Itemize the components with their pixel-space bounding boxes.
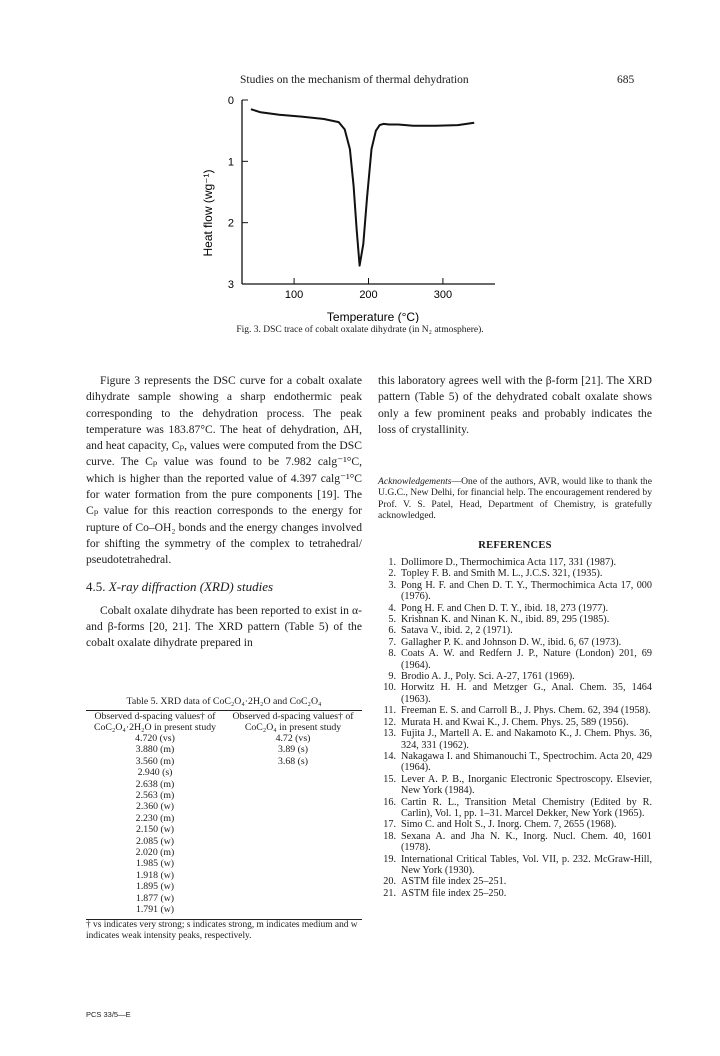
table-cell-anhydrous (224, 847, 362, 858)
table-row (86, 779, 362, 790)
reference-text: Fujita J., Martell A. E. and Nakamoto K., J. Chem. Phys. 36, 324, 331 (1962). (401, 728, 652, 751)
reference-text: Pong H. F. and Chen D. T. Y., ibid. 18, 273 (1977). (401, 602, 609, 614)
reference-text: Topley F. B. and Smith M. L., J.C.S. 321, (1935). (401, 568, 603, 580)
chart-series (251, 109, 474, 265)
x-tick-label: 200 (359, 289, 378, 301)
reference-item (378, 648, 652, 671)
dsc-chart (190, 88, 520, 323)
table-cell-dihydrate: 3.560 (m) (135, 755, 175, 767)
reference-number: 8. (388, 648, 396, 660)
reference-item (378, 625, 652, 636)
reference-item (378, 614, 652, 625)
table-cell-dihydrate: 1.985 (w) (135, 858, 175, 870)
table-cell-dihydrate: 2.085 (w) (135, 835, 175, 847)
reference-text: Lever A. P. B., Inorganic Electronic Spectroscopy. Elsevier, New York (1984). (401, 773, 652, 797)
reference-number: 17. (383, 819, 396, 831)
x-axis-label: Temperature (°C) (326, 310, 420, 323)
section-heading (86, 579, 362, 595)
table-row (86, 767, 362, 778)
reference-text: Simo C. and Holt S., J. Inorg. Chem. 7, 2655 (1968). (401, 819, 617, 831)
reference-number: 6. (388, 625, 396, 637)
reference-text: ASTM file index 25–251. (401, 876, 507, 888)
table-cell-dihydrate: 2.638 (m) (135, 778, 175, 790)
table-5 (86, 696, 362, 942)
y-tick-label: 1 (227, 156, 234, 169)
reference-text: Brodio A. J., Poly. Sci. A-27, 1761 (1969). (401, 671, 575, 683)
reference-item (378, 797, 652, 820)
section-title: X-ray diffraction (XRD) studies (108, 578, 274, 594)
reference-item (378, 557, 652, 568)
references-list (378, 557, 652, 899)
reference-text: Krishnan K. and Ninan K. N., ibid. 89, 295 (1985). (401, 614, 610, 626)
reference-item (378, 568, 652, 579)
reference-number: 10. (383, 682, 396, 694)
table-row (86, 790, 362, 801)
table-row (86, 904, 362, 915)
reference-text: Sexana A. and Jha N. K., Inorg. Nucl. Chem. 40, 1601 (1978). (401, 830, 652, 854)
table-title: Table 5. XRD data of CoC₂O₄·2H₂O and CoC₂O₄ (126, 696, 322, 707)
reference-text: ASTM file index 25–250. (401, 887, 507, 899)
reference-text: Gallagher P. K. and Johnson D. W., ibid. 6, 67 (1973). (401, 636, 622, 648)
reference-number: 4. (388, 602, 396, 614)
table-cell-anhydrous (224, 904, 362, 915)
table-cell-anhydrous (224, 767, 362, 778)
page-number: 685 (617, 74, 635, 86)
table-cell-anhydrous: 3.68 (s) (278, 755, 308, 767)
reference-item (378, 831, 652, 854)
reference-number: 11. (383, 705, 396, 717)
table-row (86, 824, 362, 835)
xrd-table (86, 711, 362, 916)
ack-text: —One of the authors, AVR, would like to thank the U.G.C., New Delhi, for financial help. The encouragement rendered by Prof. V. S. Patel, Head, Department of Chemistry, is gratefully acknowledged. (378, 476, 652, 521)
table-cell-dihydrate: 2.563 (m) (135, 790, 175, 802)
x-tick-label: 300 (433, 289, 453, 301)
reference-number: 2. (388, 568, 396, 580)
reference-number: 16. (383, 796, 396, 808)
running-title: Studies on the mechanism of thermal dehydration (240, 74, 469, 86)
y-axis-label: Heat flow (wg⁻¹) (201, 169, 215, 257)
table-cell-anhydrous (224, 801, 362, 812)
table-row (86, 893, 362, 904)
y-tick-label: 0 (227, 95, 234, 107)
reference-item (378, 888, 652, 899)
table-cell-dihydrate: 3.880 (m) (135, 744, 175, 756)
reference-item (378, 728, 652, 751)
dsc-curve (251, 109, 474, 265)
table-cell-anhydrous (224, 858, 362, 869)
table-cell-anhydrous: 4.72 (vs) (275, 733, 311, 744)
reference-item (378, 671, 652, 682)
reference-text: Horwitz H. H. and Metzger G., Anal. Chem. 35, 1464 (1963). (401, 682, 652, 705)
paragraph-xrd: Cobalt oxalate dihydrate has been reported to exist in α- and β-forms [20, 21]. The XRD pattern (Table 5) of the cobalt oxalate dihydrate prepared in (86, 603, 362, 650)
reference-item (378, 603, 652, 614)
table-row (86, 870, 362, 881)
paragraph-dsc: Figure 3 represents the DSC curve for a cobalt oxalate dihydrate sample showing a sharp endothermic peak corresponding to the dehydration process. The peak temperature was 183.87°C. The heat of dehydration, ΔH, and heat capacity, Cₚ, values were computed from the DSC curve. The Cₚ value was found to be 7.982 calg⁻¹°C, which is higher than the reported value of 4.397 calg⁻¹°C for water formation from the pure components [19]. The Cₚ value for this reaction corresponds to the energy for rupture of Co–OH₂ bonds and the energy changes involved for shifting the symmetry of the complex to tetrahedral/ pseudotetrahedral. (86, 374, 362, 567)
right-column (378, 373, 652, 899)
reference-number: 15. (383, 773, 396, 785)
reference-item (378, 854, 652, 877)
reference-item (378, 705, 652, 716)
reference-item (378, 682, 652, 705)
reference-item (378, 774, 652, 797)
reference-number: 21. (383, 887, 396, 899)
y-tick-label: 2 (227, 217, 234, 230)
table-cell-dihydrate: 2.940 (s) (137, 767, 173, 779)
reference-number: 7. (388, 636, 396, 648)
table-cell-dihydrate: 2.020 (m) (135, 847, 175, 859)
references-title: REFERENCES (478, 540, 552, 551)
reference-item (378, 819, 652, 830)
table-header-dihydrate: Observed d-spacing values† of CoC₂O₄·2H₂O in present study (93, 711, 217, 733)
reference-number: 18. (383, 830, 396, 842)
reference-text: Coats A. W. and Redfern J. P., Nature (London) 201, 69 (1964). (401, 648, 652, 671)
table-row (86, 847, 362, 858)
reference-text: Dollimore D., Thermochimica Acta 117, 331 (1987). (401, 557, 617, 568)
reference-text: International Critical Tables, Vol. VII, p. 232. McGraw-Hill, New York (1930). (401, 853, 652, 876)
reference-text: Satava V., ibid. 2, 2 (1971). (401, 625, 513, 637)
table-cell-dihydrate: 2.150 (w) (135, 824, 175, 836)
table-row (86, 756, 362, 767)
x-tick-label: 100 (284, 289, 304, 301)
table-cell-anhydrous (224, 824, 362, 835)
table-row (86, 733, 362, 744)
reference-item (378, 717, 652, 728)
table-cell-dihydrate: 2.230 (m) (135, 812, 175, 824)
table-row (86, 813, 362, 824)
table-cell-anhydrous (224, 813, 362, 824)
table-row (86, 836, 362, 847)
table-footnote: † vs indicates very strong; s indicates strong, m indicates medium and w indicates weak intensity peaks, respectively. (86, 919, 358, 941)
table-row (86, 801, 362, 812)
figure-caption: Fig. 3. DSC trace of cobalt oxalate dihydrate (in N₂ atmosphere). (236, 325, 484, 335)
reference-item (378, 751, 652, 774)
reference-text: Cartin R. L., Transition Metal Chemistry (Edited by R. Carlin), Vol. 1, pp. 1–31. Marcel Dekker, New York (1965). (401, 796, 652, 819)
y-tick-label: 3 (227, 279, 234, 291)
reference-number: 14. (383, 750, 396, 762)
table-row (86, 744, 362, 755)
table-cell-anhydrous (224, 790, 362, 801)
table-cell-anhydrous (224, 881, 362, 892)
table-cell-anhydrous (224, 893, 362, 904)
table-row (86, 858, 362, 869)
table-row (86, 881, 362, 892)
footer-code: PCS 33/5—E (86, 1010, 131, 1019)
reference-text: Freeman E. S. and Carroll B., J. Phys. Chem. 62, 394 (1958). (401, 705, 651, 717)
reference-number: 5. (388, 614, 396, 626)
left-column (86, 373, 362, 652)
table-cell-dihydrate: 1.895 (w) (135, 881, 175, 893)
reference-number: 19. (383, 853, 396, 865)
paragraph-xrd-continued: this laboratory agrees well with the β-form [21]. The XRD pattern (Table 5) of the dehydrated cobalt oxalate shows only a few prominent peaks and probably indicates the loss of crystallinity. (378, 374, 652, 436)
table-cell-dihydrate: 1.791 (w) (135, 904, 175, 916)
reference-item (378, 580, 652, 603)
table-cell-anhydrous (224, 870, 362, 881)
table-cell-anhydrous (224, 779, 362, 790)
ack-label: Acknowledgements (378, 476, 452, 488)
reference-number: 20. (383, 876, 396, 888)
reference-text: Pong H. F. and Chen D. T. Y., Thermochimica Acta 17, 000 (1976). (401, 579, 652, 603)
section-number: 4.5. (86, 578, 106, 594)
reference-number: 3. (388, 579, 396, 591)
reference-item (378, 637, 652, 648)
reference-text: Murata H. and Kwai K., J. Chem. Phys. 25, 589 (1956). (401, 716, 629, 728)
table-cell-dihydrate: 1.877 (w) (135, 892, 175, 904)
reference-number: 12. (383, 716, 396, 728)
table-cell-anhydrous (224, 836, 362, 847)
table-cell-anhydrous: 3.89 (s) (278, 744, 308, 756)
reference-number: 9. (388, 671, 396, 683)
reference-number: 13. (383, 728, 396, 740)
table-cell-dihydrate: 4.720 (vs) (135, 733, 175, 744)
reference-item (378, 876, 652, 887)
table-cell-dihydrate: 2.360 (w) (135, 801, 175, 813)
table-header-anhydrous: Observed d-spacing values† of CoC₂O₄ in present study (232, 711, 354, 733)
reference-text: Nakagawa I. and Shimanouchi T., Spectrochim. Acta 20, 429 (1964). (401, 750, 652, 774)
table-cell-dihydrate: 1.918 (w) (135, 869, 175, 881)
acknowledgements (378, 476, 652, 521)
reference-number: 1. (388, 557, 396, 568)
